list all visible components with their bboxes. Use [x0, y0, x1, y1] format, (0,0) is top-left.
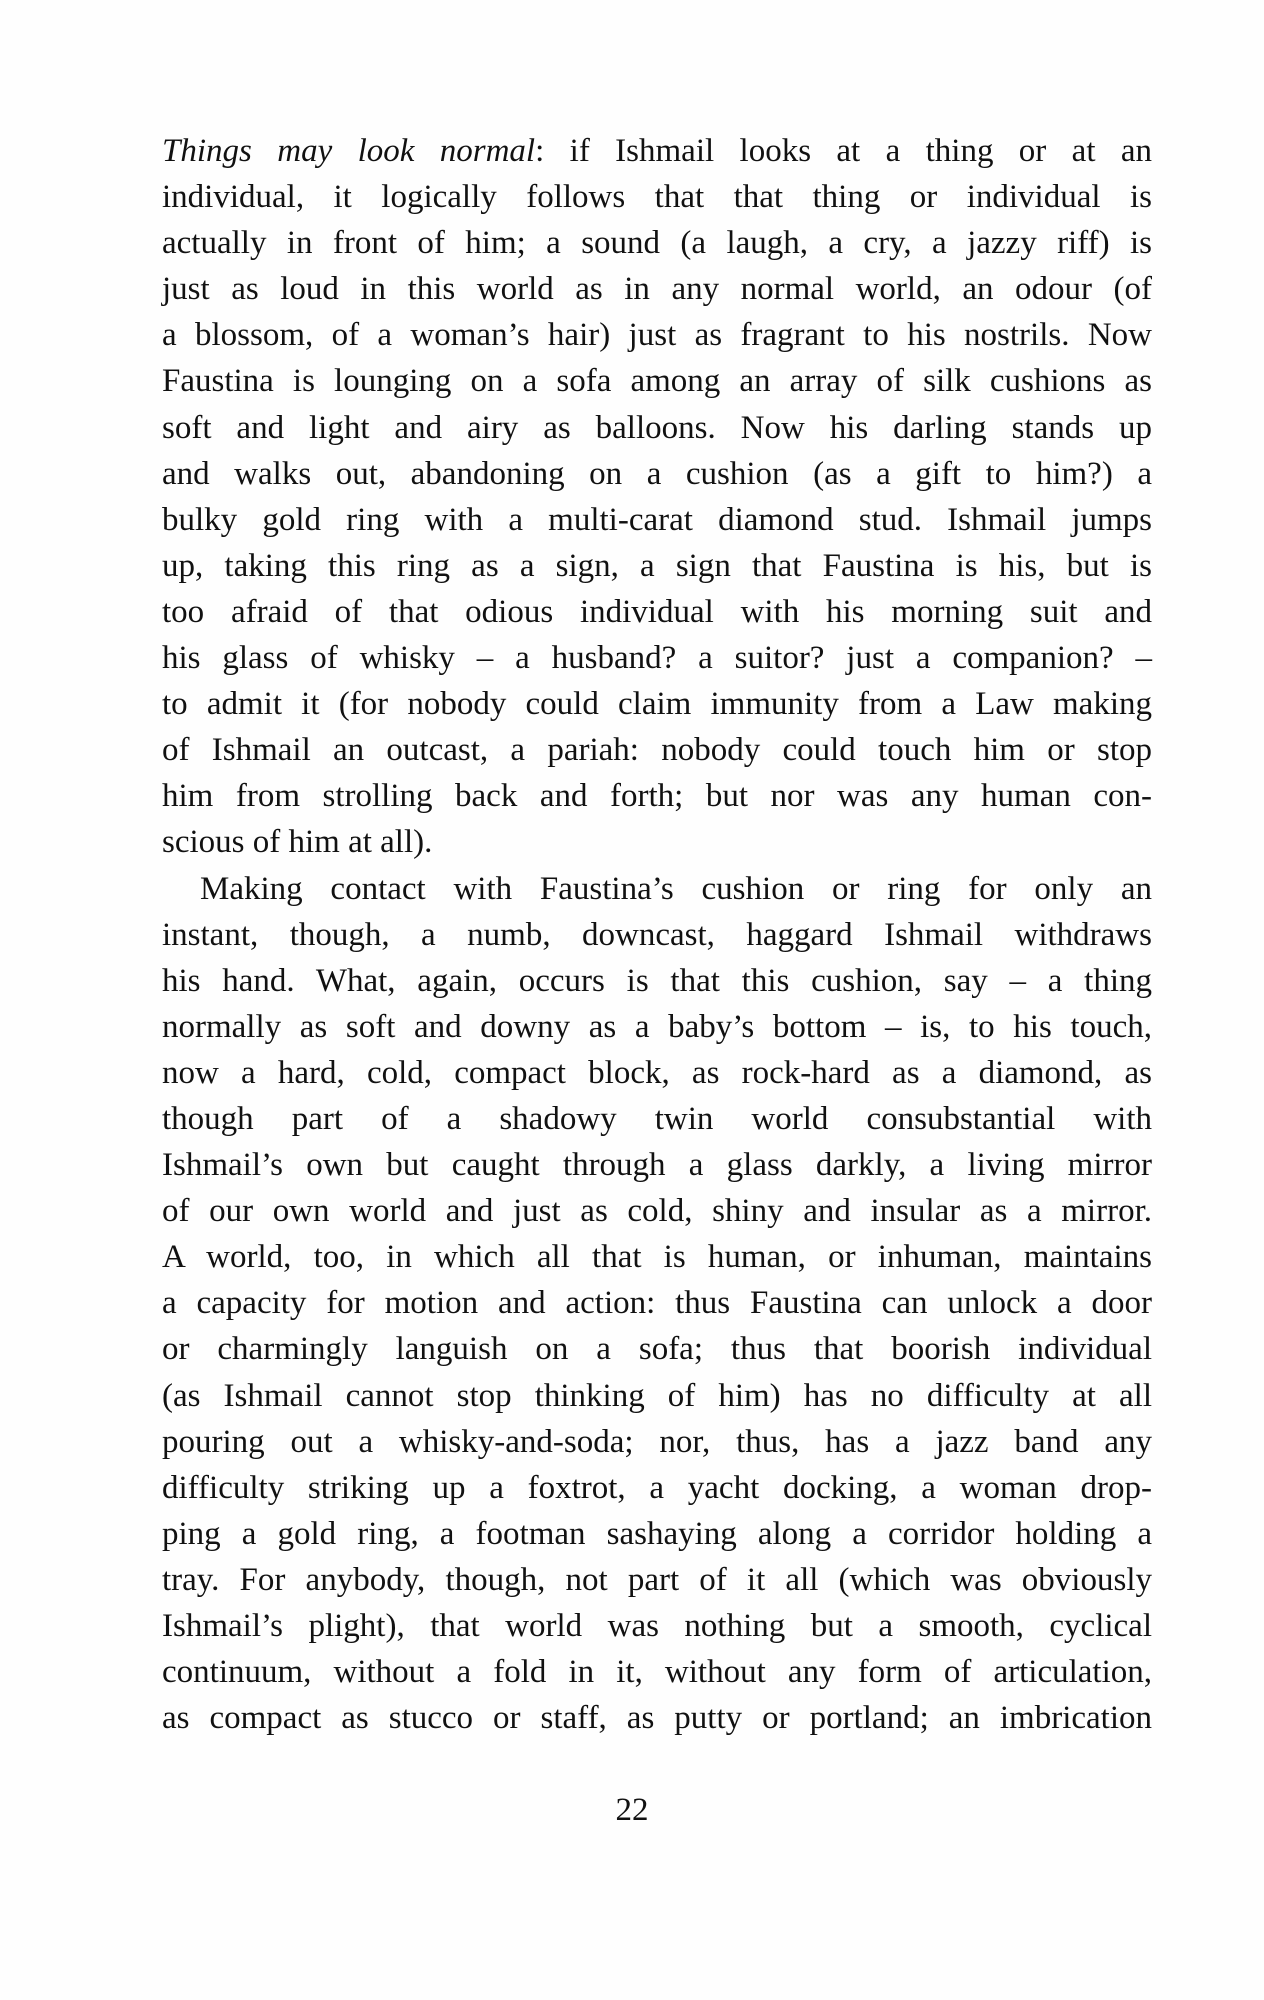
p1-line-3: actually in front of him; a sound (a laugh, a cry, a jazzy riff) is: [162, 225, 1152, 262]
p1-line-14: of Ishmail an outcast, a pariah: nobody could touch him or stop: [162, 732, 1152, 769]
p1-line-9: bulky gold ring with a multi-carat diamond stud. Ishmail jumps: [162, 501, 1152, 538]
p2-line-18: continuum, without a fold in it, without any form of articulation,: [162, 1654, 1152, 1691]
p1-line-6: Faustina is lounging on a sofa among an array of silk cushions as: [162, 363, 1152, 400]
body-text: [162, 128, 1152, 1741]
p1-line-13: to admit it (for nobody could claim immunity from a Law making: [162, 686, 1152, 723]
p2-line-7: Ishmail’s own but caught through a glass darkly, a living mirror: [162, 1147, 1152, 1184]
p1-line-12: his glass of whisky – a husband? a suitor? just a companion? –: [162, 640, 1152, 677]
p2-line-3: his hand. What, again, occurs is that this cushion, say – a thing: [162, 962, 1152, 999]
p1-lead-italic: Things may look normal: [162, 133, 536, 169]
p2-line-8: of our own world and just as cold, shiny and insular as a mirror.: [162, 1193, 1152, 1230]
p2-line-6: though part of a shadowy twin world consubstantial with: [162, 1100, 1152, 1137]
p2-line-10: a capacity for motion and action: thus Faustina can unlock a door: [162, 1285, 1152, 1322]
p2-line-19: as compact as stucco or staff, as putty or portland; an imbrication: [162, 1700, 1152, 1737]
p2-line-4: normally as soft and downy as a baby’s bottom – is, to his touch,: [162, 1008, 1152, 1045]
p2-line-13: pouring out a whisky-and-soda; nor, thus, has a jazz band any: [162, 1423, 1152, 1460]
p1-line-4: just as loud in this world as in any normal world, an odour (of: [162, 271, 1152, 308]
p2-line-11: or charmingly languish on a sofa; thus that boorish individual: [162, 1331, 1152, 1368]
p2-line-9: A world, too, in which all that is human, or inhuman, maintains: [162, 1239, 1152, 1276]
p2-line-5: now a hard, cold, compact block, as rock-hard as a diamond, as: [162, 1054, 1152, 1091]
p2-line-15: ping a gold ring, a footman sashaying along a corridor holding a: [162, 1515, 1152, 1552]
p1-line-1: Things may look normal: if Ishmail looks at a thing or at an: [162, 133, 1152, 169]
p1-line-2: individual, it logically follows that that thing or individual is: [162, 179, 1152, 216]
p2-line-2: instant, though, a numb, downcast, haggard Ishmail withdraws: [162, 916, 1152, 953]
p1-line-10: up, taking this ring as a sign, a sign that Faustina is his, but is: [162, 547, 1152, 584]
p1-line-16: scious of him at all).: [162, 824, 433, 861]
page-number: 22: [615, 1792, 649, 1828]
p1-line-15: him from strolling back and forth; but nor was any human con-: [162, 778, 1152, 815]
p2-line-17: Ishmail’s plight), that world was nothing but a smooth, cyclical: [162, 1608, 1152, 1644]
p1-line-7: soft and light and airy as balloons. Now his darling stands up: [162, 409, 1152, 446]
p1-line-8: and walks out, abandoning on a cushion (as a gift to him?) a: [162, 455, 1152, 492]
p2-line-1: Making contact with Faustina’s cushion or ring for only an: [200, 870, 1152, 907]
p1-line-5: a blossom, of a woman’s hair) just as fragrant to his nostrils. Now: [162, 317, 1152, 354]
p2-line-12: (as Ishmail cannot stop thinking of him) has no difficulty at all: [162, 1377, 1152, 1414]
p1-line-11: too afraid of that odious individual with his morning suit and: [162, 593, 1152, 630]
p2-line-16: tray. For anybody, though, not part of it all (which was obviously: [162, 1561, 1152, 1598]
p2-line-14: difficulty striking up a foxtrot, a yacht docking, a woman drop-: [162, 1469, 1152, 1506]
